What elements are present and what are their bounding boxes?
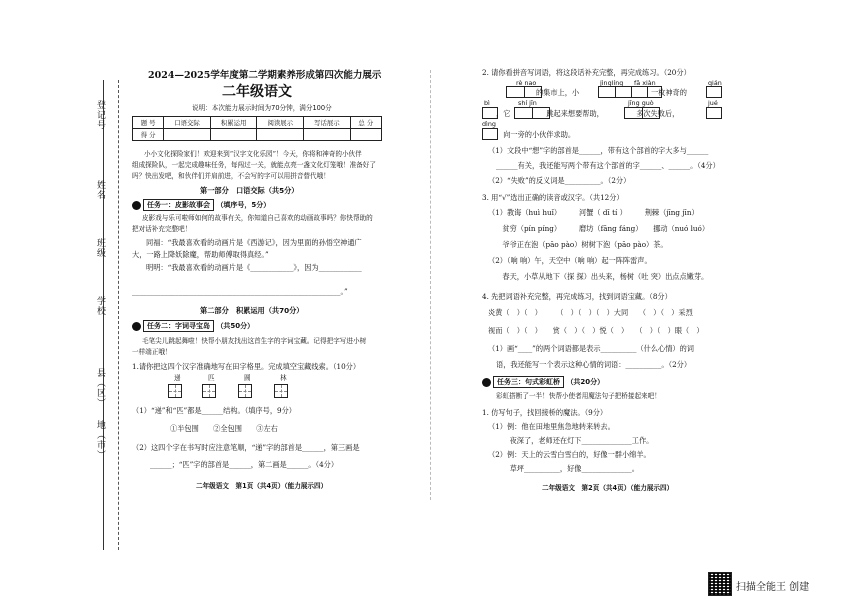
char-label-di: 递 [174, 374, 181, 382]
char-label-lin: 林 [280, 374, 287, 382]
lantern-icon [482, 378, 491, 387]
pinyin-jingguo: jīng guò [628, 99, 654, 107]
intro-line-3: 吗？快出发吧，和伙伴们并肩前进，不会写的字可以用拼音替代哦！ [132, 172, 330, 180]
score-header-cell: 阅读展示 [257, 117, 304, 129]
dialogue-mingming: 明明：“我最喜欢看的动画片是《____________》，因为____________ [146, 263, 362, 272]
part2-heading: 第二部分 积累运用（共70分） [200, 306, 304, 315]
question-1-2a: （2）这四个字在书写时应注意笔顺，“递”字的部首是______，第三画是 [132, 443, 360, 452]
question-3-row-4: （2）（响 响）午，天空中（响 响）起一阵阵雷声。 [488, 256, 652, 265]
task2-para-b: 一样端正哦！ [132, 348, 172, 356]
question-2: 2. 请你看拼音写词语，将这段话补充完整，再完成练习。（20分） [482, 68, 691, 77]
task1-note: （填序号，5分） [216, 201, 271, 209]
pinyin-renao: rè nao [516, 79, 537, 87]
exam-note: 说明：本次能力展示时间为70分钟，满分100分 [192, 104, 332, 112]
score-header-cell: 总 分 [350, 117, 381, 129]
dialogue-mingming-blank: __________________________________________________________。” [132, 287, 348, 296]
score-cell[interactable] [210, 129, 257, 141]
pinyin-line-2: ，它 跳起来想要帮助， 多次失败后， [496, 109, 680, 118]
label-name: 姓名 [95, 180, 105, 200]
question-1-1-options: ①半包围 ②全包围 ③左右 [170, 424, 278, 433]
pinyin-jingling: jìnglíng [600, 79, 624, 87]
pinyin-answer-box[interactable] [706, 86, 722, 98]
score-table [132, 116, 382, 141]
question-4-1b: 语，我还能写一个表示这种心情的词语：__________。（2分） [496, 360, 692, 369]
task1-banner [132, 199, 270, 210]
score-cell[interactable] [350, 129, 381, 141]
example-2-answer: 草坪__________，好像______________。 [488, 464, 639, 473]
lantern-icon [132, 201, 141, 210]
question-3-row-1: （1）教诲（huì huǐ） 河蟹（ dī tí ） 荆棘（jīng jīn） [488, 208, 699, 217]
question-3-row-2: 贫穷（pín píng） 磨坊（fāng fáng） 挪动（nuó luó） [488, 224, 710, 233]
question-1-1: （1）“递”和“匹”都是______结构。（填序号，9分） [132, 406, 296, 415]
task3-title: 任务三：句式彩虹桥 [493, 376, 564, 388]
tianzige-box[interactable] [202, 384, 216, 398]
intro-line-2: 组成探险队，一起完成趣味任务，每闯过一关，就能点亮一盏文化灯笼哦！准备好了 [132, 161, 376, 169]
score-header-cell: 题 号 [133, 117, 164, 129]
page1-footer: 二年级语文 第1页（共4页）（能力展示四） [196, 482, 328, 490]
tianzige-box[interactable] [238, 384, 252, 398]
pinyin-jue: jué [708, 99, 718, 107]
task3-para: 彩虹搭断了一半！快帮小使者用魔法句子把桥接起来吧！ [496, 392, 661, 400]
score-label-cell: 得 分 [133, 129, 164, 141]
question-3-row-3: 爷爷正在泡（pāo pào）树树下泡（pāo pào）茶。 [488, 240, 668, 249]
question-4-row-1: 炎黄（ ）（ ） （ ）（ ）（ ）大同 （ ）（ ）采烈 [488, 308, 693, 317]
example-1: （1）例：他在田地里焦急地转来转去。 [488, 422, 615, 431]
question-5: 1. 仿写句子，找回接桥的魔法。（9分） [482, 408, 608, 417]
score-header-cell: 写话展示 [304, 117, 351, 129]
example-1-answer: 夜深了，老师还在灯下______________工作。 [488, 436, 654, 445]
score-cell[interactable] [257, 129, 304, 141]
tianzige-box[interactable] [274, 384, 288, 398]
label-school: 学校 [95, 296, 105, 316]
exam-header: 2024—2025学年度第二学期素养形成第四次能力展示 [148, 70, 382, 81]
task1-para-b: 把对话补充完整吧！ [132, 225, 192, 233]
pinyin-bi: bì [484, 99, 490, 107]
task2-para-a: 毛笔尖儿跳起舞啦！快帮小朋友找出这首生字的字词宝藏。记得把字写进小树 [142, 337, 367, 345]
question-1: 1.请你把这四个汉字准确地写在田字格里。完成填空宝藏线索。（10分） [132, 362, 361, 371]
label-class: 班级 [95, 238, 105, 258]
question-3-row-5: 春天，小草从地下（探 探）出头来，杨树（吐 突）出点点嫩芽。 [488, 272, 709, 281]
question-2-2: （2）“失败”的反义词是__________。（2分） [488, 176, 631, 185]
question-4: 4. 先把词语补充完整，再完成练习，找到词语宝藏。（8分） [482, 292, 672, 301]
label-city: 地（市） [95, 420, 105, 460]
qr-code-icon [708, 572, 732, 596]
lantern-icon [132, 322, 141, 331]
pinyin-line-1: 的集市上，小 一枚神奇的 [500, 88, 687, 97]
question-4-1: （1）画“____”的两个词语都是表示__________（什么心情）的词 [488, 344, 694, 353]
task2-note: （共50分） [216, 322, 255, 330]
pinyin-line-3: 向一旁的小伙伴求助。 [496, 130, 576, 139]
page2-footer: 二年级语文 第2页（共4页）（能力展示四） [542, 484, 674, 492]
pinyin-shijin: shí jīn [518, 99, 537, 107]
score-header-cell: 积累运用 [210, 117, 257, 129]
pinyin-answer-box[interactable] [706, 107, 722, 119]
score-cell[interactable] [304, 129, 351, 141]
pinyin-ding: dìng [482, 120, 496, 128]
page-divider [430, 70, 431, 500]
label-county: 县（区） [95, 368, 105, 408]
intro-line-1: 小小文化探险家们！欢迎来到“汉字文化乐园”！今天，你将和神奇的小伙伴 [144, 150, 362, 158]
dialogue-tongfu: 同福：“我最喜欢看的动画片是《西游记》，因为里面的孙悟空神通广 [146, 238, 362, 247]
scanner-watermark: 扫描全能王 创建 [736, 582, 810, 593]
task1-para-a: 皮影戏与乐可啦师如何的故事有关，你知道自己喜欢的动画故事吗？你快帮助的 [142, 214, 373, 222]
dialogue-tongfu-cont: 大，一路上降妖除魔，帮助师傅取得真经。” [132, 250, 269, 259]
question-2-1b: ______有关，我还能写两个带有这个部首的字______、______。（4分） [496, 161, 720, 170]
question-3: 3. 用“√”选出正确的读音或汉字。（共12分） [482, 193, 624, 202]
task2-title: 任务二：字词寻宝岛 [143, 320, 214, 332]
label-registration-no: 登记号 [95, 100, 105, 130]
char-label-yuan: 圆 [244, 374, 251, 382]
question-1-2b: ______；“匹”字的部首是______，第二画是______。（4分） [150, 460, 339, 469]
task3-banner [482, 376, 604, 387]
char-label-pi: 匹 [208, 374, 215, 382]
score-header-cell: 口语交际 [164, 117, 211, 129]
question-2-1a: （1）文段中“想”字的部首是______，带有这个部首的字大多与______ [488, 146, 709, 155]
pinyin-qian: qián [708, 79, 722, 87]
example-2: （2）例：天上的云雪白雪白的，好像一群小绵羊。 [488, 450, 651, 459]
score-cell[interactable] [164, 129, 211, 141]
part1-heading: 第一部分 口语交际（共5分） [200, 186, 299, 195]
task3-note: （共20分） [566, 378, 605, 386]
task1-title: 任务一：皮影故事会 [143, 199, 214, 211]
question-4-row-2: 视而（ ）（ ） 赏（ ）（ ）悦（ ） （ ）（ ）眼（ ） [488, 326, 704, 335]
tianzige-box[interactable] [168, 384, 182, 398]
pinyin-faxian: fā xiàn [634, 79, 656, 87]
binding-dashed-line [118, 80, 119, 550]
task2-banner [132, 320, 254, 331]
exam-title: 二年级语文 [222, 84, 292, 100]
